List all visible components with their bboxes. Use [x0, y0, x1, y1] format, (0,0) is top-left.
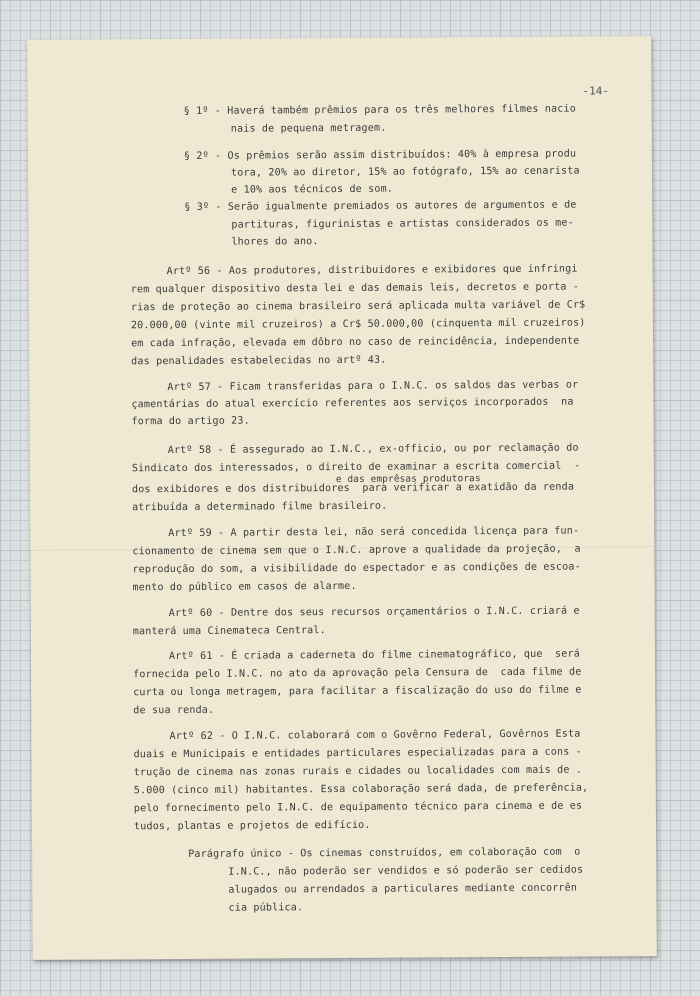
text-line: tora, 20% ao diretor, 15% ao fotógrafo, 15% ao cenarista: [230, 165, 580, 179]
text-line: partituras, figurinistas e artistas considerados os me-: [231, 217, 574, 231]
text-line: mento do público em casos de alarme.: [132, 580, 357, 594]
text-line: Artº 62 - O I.N.C. colaborará com o Govêrno Federal, Govêrnos Esta: [169, 728, 581, 743]
text-line: § 2º - Os prêmios serão assim distribuídos: 40% à empresa produ: [183, 148, 577, 162]
text-line: e 10% aos técnicos de som.: [231, 183, 394, 196]
text-line: atribuída a determinado filme brasileiro.: [132, 500, 388, 514]
text-line: tudos, plantas e projetos de edifício.: [133, 819, 371, 833]
text-line: Artº 58 - É assegurado ao I.N.C., ex-officio, ou por reclamação do: [167, 442, 579, 457]
text-line: Parágrafo único - Os cinemas construídos, em colaboração com o: [188, 846, 581, 860]
text-line: rem qualquer dispositivo desta lei e das demais leis, decretos e porta -: [130, 281, 580, 296]
text-line: reprodução do som, a visibilidade do espectador e as condições de escoa-: [132, 561, 581, 576]
text-line: § 3º - Serão igualmente premiados os autores de argumentos e de: [184, 199, 577, 213]
text-line: I.N.C., não poderão ser vendidos e só poderão ser cedidos: [228, 864, 584, 878]
document-page: [27, 36, 657, 960]
page-number: -14-: [582, 84, 610, 98]
text-line: cionamento de cinema sem que o I.N.C. aprove a qualidade da projeção, a: [132, 543, 581, 558]
text-line: em cada infração, elevada em dôbro no caso de reincidência, independente: [131, 335, 580, 350]
text-line: forma do artigo 23.: [131, 415, 250, 428]
text-line: manterá uma Cinemateca Central.: [132, 625, 326, 638]
text-line: cia pública.: [228, 902, 304, 914]
text-line: trução de cinema nas zonas rurais e cidades ou localidades com mais de .: [133, 764, 583, 779]
text-line: Artº 59 - A partir desta lei, não será concedida licença para fun-: [168, 525, 580, 540]
text-line: Artº 61 - É criada a caderneta do filme cinematográfico, que será: [168, 648, 580, 663]
interlinear-insertion: e das emprêsas produtoras: [335, 473, 481, 486]
text-line: nais de pequena metragem.: [230, 122, 387, 135]
text-line: çamentárias do atual exercício referentes aos serviços incorporados na: [131, 396, 574, 411]
text-line: Artº 56 - Aos produtores, distribuidores e exibidores que infringi: [166, 263, 578, 278]
text-line: curta ou longa metragem, para facilitar a fiscalização do uso do filme e: [133, 684, 582, 699]
text-line: das penalidades estabelecidas no artº 43.: [131, 354, 387, 368]
text-line: duais e Municipais e entidades particulares especializadas para a cons -: [133, 746, 582, 761]
text-line: fornecida pelo I.N.C. no ato da aprovação pela Censura de cada filme de: [133, 666, 582, 681]
text-line: § 1º - Haverá também prêmios para os três melhores filmes nacio: [183, 103, 576, 117]
text-line: Artº 57 - Ficam transferidas para o I.N.C. os saldos das verbas or: [167, 379, 579, 394]
text-line: alugados ou arrendados a particulares mediante concorrên: [228, 882, 578, 896]
text-line: rias de proteção ao cinema brasileiro será aplicada multa variável de Cr$: [130, 299, 586, 314]
text-line: de sua renda.: [133, 704, 215, 717]
text-line: Sindicato dos interessados, o direito de examinar a escrita comercial -: [131, 460, 581, 475]
text-line: 20.000,00 (vinte mil cruzeiros) a Cr$ 50.000,00 (cinquenta mil cruzeiros): [130, 317, 586, 332]
text-line: Artº 60 - Dentre dos seus recursos orçamentários o I.N.C. criará e: [168, 605, 580, 620]
text-line: lhores do ano.: [231, 236, 319, 248]
text-line: dos exibidores e dos distribuidores para verificar a exatidão da renda: [131, 481, 575, 496]
text-line: 5.000 (cinco mil) habitantes. Essa colaboração será dada, de preferência,: [133, 782, 589, 797]
text-line: pelo fornecimento pelo I.N.C. de equipamento técnico para cinema e de es: [133, 800, 583, 815]
